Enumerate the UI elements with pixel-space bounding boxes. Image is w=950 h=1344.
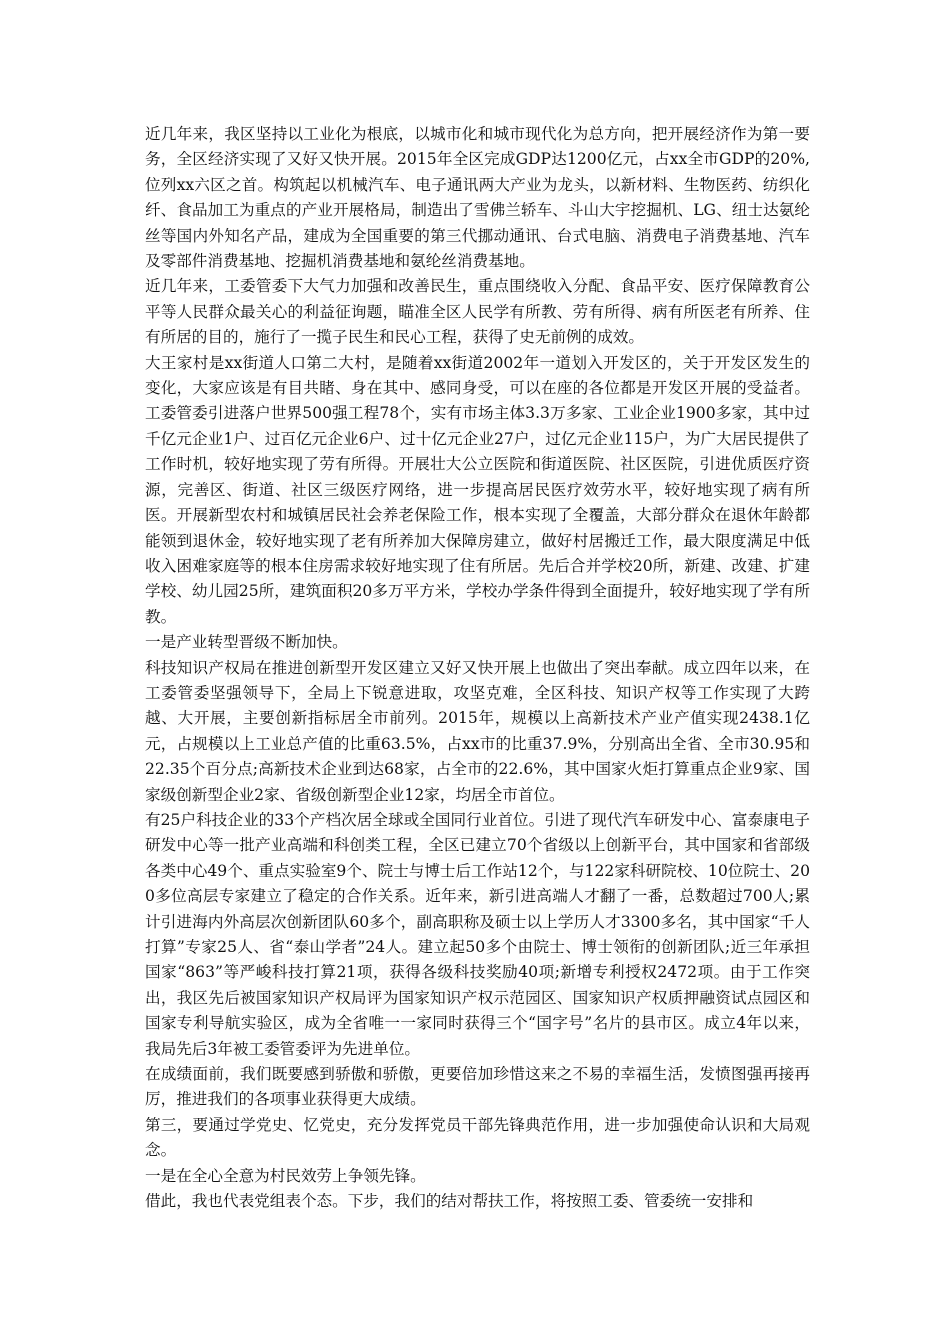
paragraph-third-point: 第三，要通过学党史、忆党史，充分发挥党员干部先锋典范作用，进一步加强使命认识和大局观念。: [145, 1115, 810, 1160]
paragraph-ip-bureau: 科技知识产权局在推进创新型开发区建立又好又快开展上也做出了突出奉献。成立四年以来，在工委管委坚强领导下，全局上下锐意进取，攻坚克难，全区科技、知识产权等工作实现了大跨越、大开展，主要创新指标居全市前列。2015年，规模以上高新技术产业产值实现2438.1亿元，占规模以上工业总产值的比重63.5%，占xx市的比重37.9%，分别高出全省、全市30.95和22.35个百分点;高新技术企业到达68家，占全市的22.6%，其中国家火炬打算重点企业9家、国家级创新型企业2家、省级创新型企业12家，均居全市首位。: [145, 658, 810, 804]
document-body: [145, 122, 810, 1214]
paragraph-economy: 近几年来，我区坚持以工业化为根底，以城市化和城市现代化为总方向，把开展经济作为第一要务，全区经济实现了又好又快开展。2015年全区完成GDP达1200亿元，占xx全市GDP的20%,位列xx六区之首。构筑起以机械汽车、电子通讯两大产业为龙头，以新材料、生物医药、纺织化纤、食品加工为重点的产业开展格局，制造出了雪佛兰轿车、斗山大宇挖掘机、LG、纽士达氨纶丝等国内外知名产品，建成为全国重要的第三代挪动通讯、台式电脑、消费电子消费基地、汽车及零部件消费基地、挖掘机消费基地和氨纶丝消费基地。: [145, 125, 810, 271]
paragraph-industry-heading: 一是产业转型晋级不断加快。: [145, 633, 348, 652]
paragraph-livelihood: 近几年来，工委管委下大气力加强和改善民生，重点围绕收入分配、食品平安、医疗保障教育公平等人民群众最关心的利益征询题，瞄准全区人民学有所教、劳有所得、病有所医老有所养、住有所居的目的，施行了一揽子民生和民心工程，获得了史无前例的成效。: [145, 277, 810, 347]
paragraph-village: 大王家村是xx街道人口第二大村，是随着xx街道2002年一道划入开发区的，关于开发区发生的变化，大家应该是有目共睹、身在其中、感同身受，可以在座的各位都是开发区开展的受益者。工委管委引进落户世界500强工程78个，实有市场主体3.3万多家、工业企业1900多家，其中过千亿元企业1户、过百亿元企业6户、过十亿元企业27户，过亿元企业115户，为广大居民提供了工作时机，较好地实现了劳有所得。开展壮大公立医院和街道医院、社区医院，引进优质医疗资源，完善区、街道、社区三级医疗网络，进一步提高居民医疗效劳水平，较好地实现了病有所医。开展新型农村和城镇居民社会养老保险工作，根本实现了全覆盖，大部分群众在退休年龄都能领到退休金，较好地实现了老有所养加大保障房建立，做好村居搬迁工作，最大限度满足中低收入困难家庭等的根本住房需求较好地实现了住有所居。先后合并学校20所，新建、改建、扩建学校、幼儿园25所，建筑面积20多万平方米，学校办学条件得到全面提升，较好地实现了学有所教。: [145, 353, 810, 626]
paragraph-tech-enterprises: 有25户科技企业的33个产档次居全球或全国同行业首位。引进了现代汽车研发中心、富泰康电子研发中心等一批产业高端和科创类工程，全区已建立70个省级以上创新平台，其中国家和省部级各类中心49个、重点实验室9个、院士与博士后工作站12个，与122家科研院校、10位院士、200多位高层专家建立了稳定的合作关系。近年来，新引进高端人才翻了一番，总数超过700人;累计引进海内外高层次创新团队60多个，副高职称及硕士以上学历人才3300多名，其中国家“千人打算”专家25人、省“泰山学者”24人。建立起50多个由院士、博士领衔的创新团队;近三年承担国家“863”等严峻科技打算21项，获得各级科技奖励40项;新增专利授权2472项。由于工作突出，我区先后被国家知识产权局评为国家知识产权示范园区、国家知识产权质押融资试点园区和国家专利导航实验区，成为全省唯一一家同时获得三个“国字号”名片的县市区。成立4年以来，我局先后3年被工委管委评为先进单位。: [145, 810, 810, 1058]
paragraph-achievements: 在成绩面前，我们既要感到骄傲和骄傲，更要倍加珍惜这来之不易的幸福生活，发愤图强再接再厉，推进我们的各项事业获得更大成绩。: [145, 1065, 810, 1109]
paragraph-pledge: 借此，我也代表党组表个态。下步，我们的结对帮扶工作，将按照工委、管委统一安排和: [145, 1192, 754, 1211]
paragraph-service-heading: 一是在全心全意为村民效劳上争领先锋。: [145, 1166, 426, 1185]
